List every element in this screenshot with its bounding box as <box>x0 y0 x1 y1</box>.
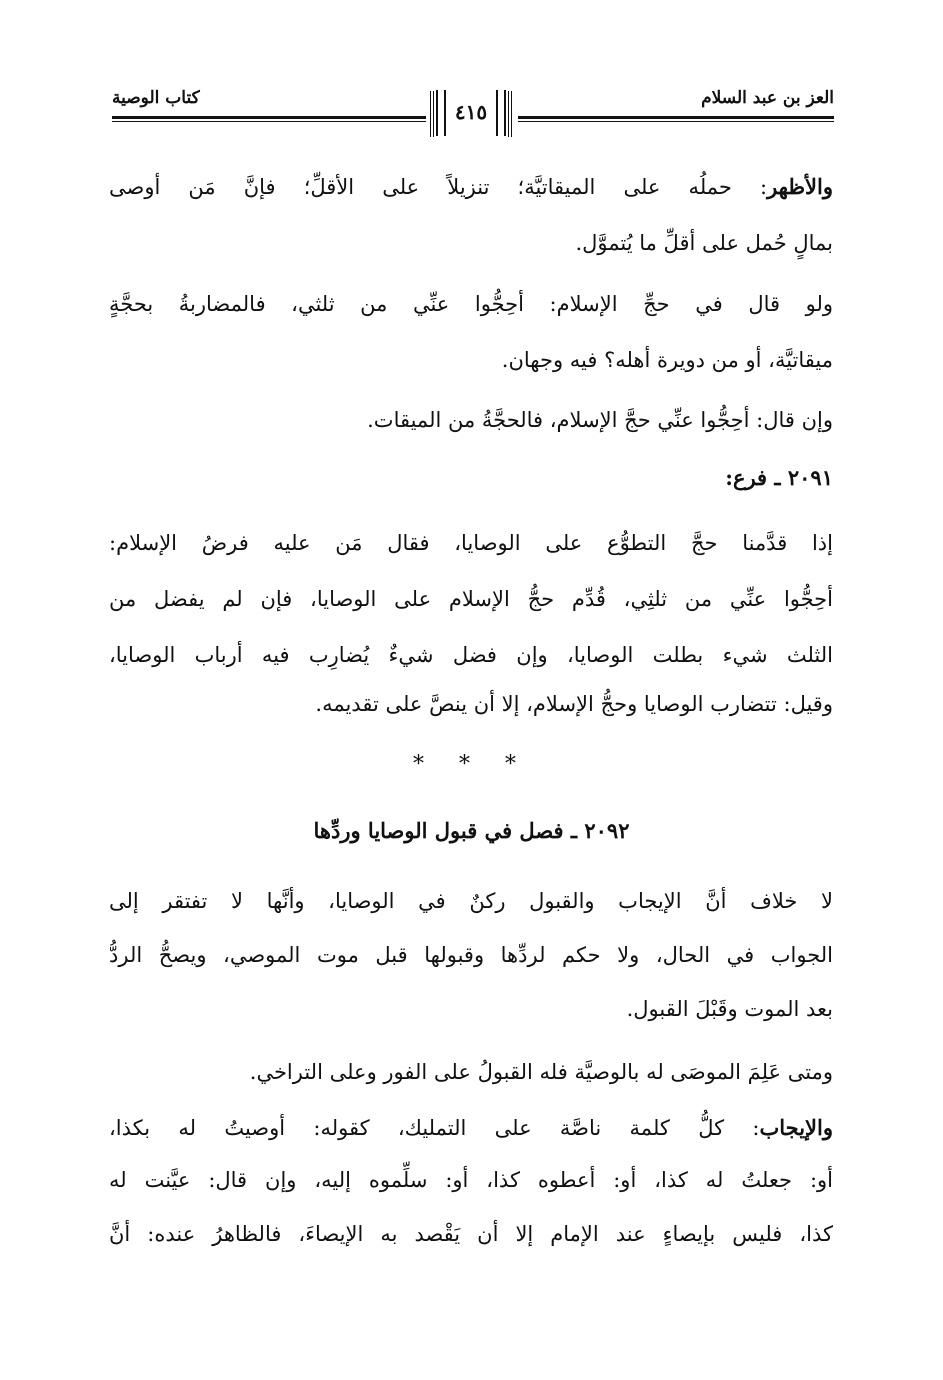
text-line: بمالٍ حُمل على أقلِّ ما يُتموَّل. <box>575 231 833 255</box>
text-line: الجواب في الحال، ولا حكم لردِّها وقبولها قبل موت الموصي، ويصحُّ الردُّ <box>109 943 833 967</box>
text-line <box>109 172 833 202</box>
header-rule-left <box>112 116 426 119</box>
chapter-heading: ٢٠٩٢ ـ فصل في قبول الوصايا وردِّها <box>313 818 630 843</box>
section-heading: ٢٠٩١ ـ فرع: <box>725 465 833 490</box>
page-number: ٤١٥ <box>454 100 488 124</box>
text-line: إذا قدَّمنا حجَّ التطوُّع على الوصايا، فقال مَن عليه فرضُ الإسلام: <box>109 531 833 555</box>
section-separator: * * * <box>413 752 530 777</box>
header-section: كتاب الوصية <box>112 88 200 108</box>
text-line: أو: جعلتُ له كذا، أو: أعطوه كذا، أو: سلِّموه إليه، وإن قال: عيَّنت له <box>109 1168 833 1192</box>
text-line: وإن قال: أحِجُّوا عنِّي حجَّ الإسلام، فالحجَّةُ من الميقات. <box>367 408 833 432</box>
text-line: أحِجُّوا عنِّي من ثلثِي، قُدِّم حجُّ الإسلام على الوصايا، فإن لم يفضل من <box>109 587 833 611</box>
text-line: كذا، فليس بإيصاءٍ عند الإمام إلا أن يَقْصد به الإيصاءَ، فالظاهرُ عنده: أنَّ <box>109 1222 833 1246</box>
running-header <box>112 86 834 142</box>
text-line: وقيل: تتضارب الوصايا وحجُّ الإسلام، إلا أن ينصَّ على تقديمه. <box>315 692 833 716</box>
text-line <box>109 1113 833 1143</box>
line-text: : كلُّ كلمة ناصَّة على التمليك، كقوله: أوصيتُ له بكذا، <box>109 1116 760 1140</box>
page-number-frame <box>430 91 512 137</box>
line-text: : حملُه على الميقاتيَّة؛ تنزيلاً على الأقلِّ؛ فإنَّ مَن أوصى <box>109 175 768 199</box>
text-line: ومتى عَلِمَ الموصَى له بالوصيَّة فله القبولُ على الفور وعلى التراخي. <box>249 1060 833 1084</box>
text-line: الثلث شيء بطلت الوصايا، وإن فضل شيءٌ يُضارِب فيه أرباب الوصايا، <box>109 643 833 667</box>
lead-word: والأظهر <box>767 174 833 199</box>
text-line: بعد الموت وقَبْلَ القبول. <box>626 997 833 1021</box>
lead-word: والإيجاب <box>759 1115 833 1140</box>
text-line: لا خلاف أنَّ الإيجاب والقبول ركنٌ في الوصايا، وأنَّها لا تفتقر إلى <box>109 889 833 913</box>
text-line: ولو قال في حجِّ الإسلام: أحِجُّوا عنِّي من ثلثي، فالمضاربةُ بحجَّةٍ <box>109 292 833 316</box>
header-rule-left-thin <box>112 121 426 122</box>
header-rule-right-thin <box>518 121 834 122</box>
text-line: ميقاتيَّة، أو من دويرة أهله؟ فيه وجهان. <box>501 348 833 372</box>
header-author: العز بن عبد السلام <box>701 88 834 108</box>
header-rule-right <box>518 116 834 119</box>
